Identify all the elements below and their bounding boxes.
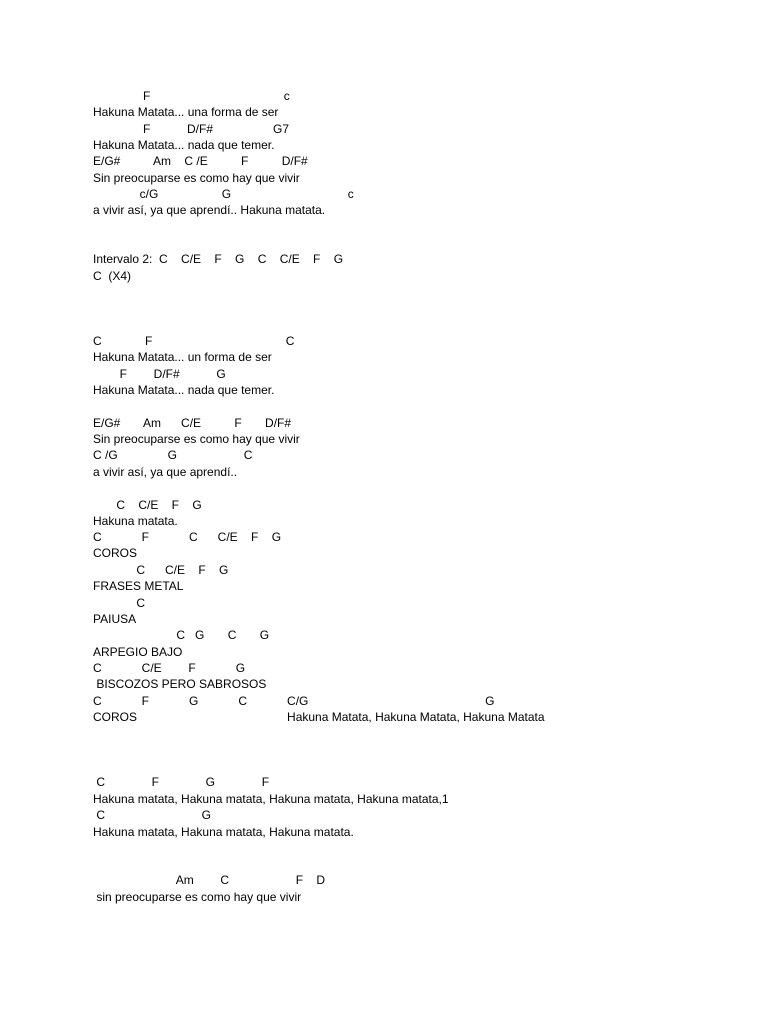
chord-line: C [93,596,146,610]
section-label: FRASES METAL [93,579,184,593]
chord-line: C G C G [93,628,270,642]
lyric-line: Hakuna Matata... una forma de ser [93,105,279,119]
chord-line: F c [93,89,290,103]
chord-line: c/G G c [93,187,354,201]
section-label: BISCOZOS PERO SABROSOS [93,677,267,691]
section-label: PAIUSA [93,612,137,626]
chord-line: C F G F [93,775,270,789]
chord-line: C F G C C/G G [93,694,495,708]
chord-line: C C/E F G [93,498,202,512]
lyric-line: Hakuna Matata... nada que temer. [93,138,275,152]
chord-line: C /G G C [93,448,253,462]
lyric-line: Hakuna Matata... nada que temer. [93,383,275,397]
chord-line: Am C F D [93,873,326,887]
lyric-line: a vivir así, ya que aprendí.. [93,465,238,479]
lyric-line: a vivir así, ya que aprendí.. Hakuna matata. [93,203,326,217]
chord-line: F D/F# G7 [93,122,290,136]
lyric-line: COROS Hakuna Matata, Hakuna Matata, Hakuna Matata [93,710,545,724]
lyric-line: sin preocuparse es como hay que vivir [93,890,302,904]
chord-line: E/G# Am C /E F D/F# [93,154,308,168]
section-label: COROS [93,546,138,560]
lyric-line: Hakuna matata. [93,514,178,528]
chord-line: C C/E F G [93,661,246,675]
interval-line: C (X4) [93,269,132,283]
chord-line: F D/F# G [93,367,226,381]
lyric-line: Hakuna Matata... un forma de ser [93,350,272,364]
lyric-line: Hakuna matata, Hakuna matata, Hakuna matata. [93,825,354,839]
lyric-line: Sin preocuparse es como hay que vivir [93,171,300,185]
lyric-line: Sin preocuparse es como hay que vivir [93,432,300,446]
chord-line: E/G# Am C/E F D/F# [93,416,292,430]
chord-line: C G [93,808,212,822]
section-label: ARPEGIO BAJO [93,645,183,659]
chord-line: C F C C/E F G [93,530,282,544]
interval-line: Intervalo 2: C C/E F G C C/E F G [93,252,344,266]
chord-line: C C/E F G [93,563,229,577]
chord-line: C F C [93,334,295,348]
lyric-line: Hakuna matata, Hakuna matata, Hakuna matata, Hakuna matata,1 [93,792,449,806]
